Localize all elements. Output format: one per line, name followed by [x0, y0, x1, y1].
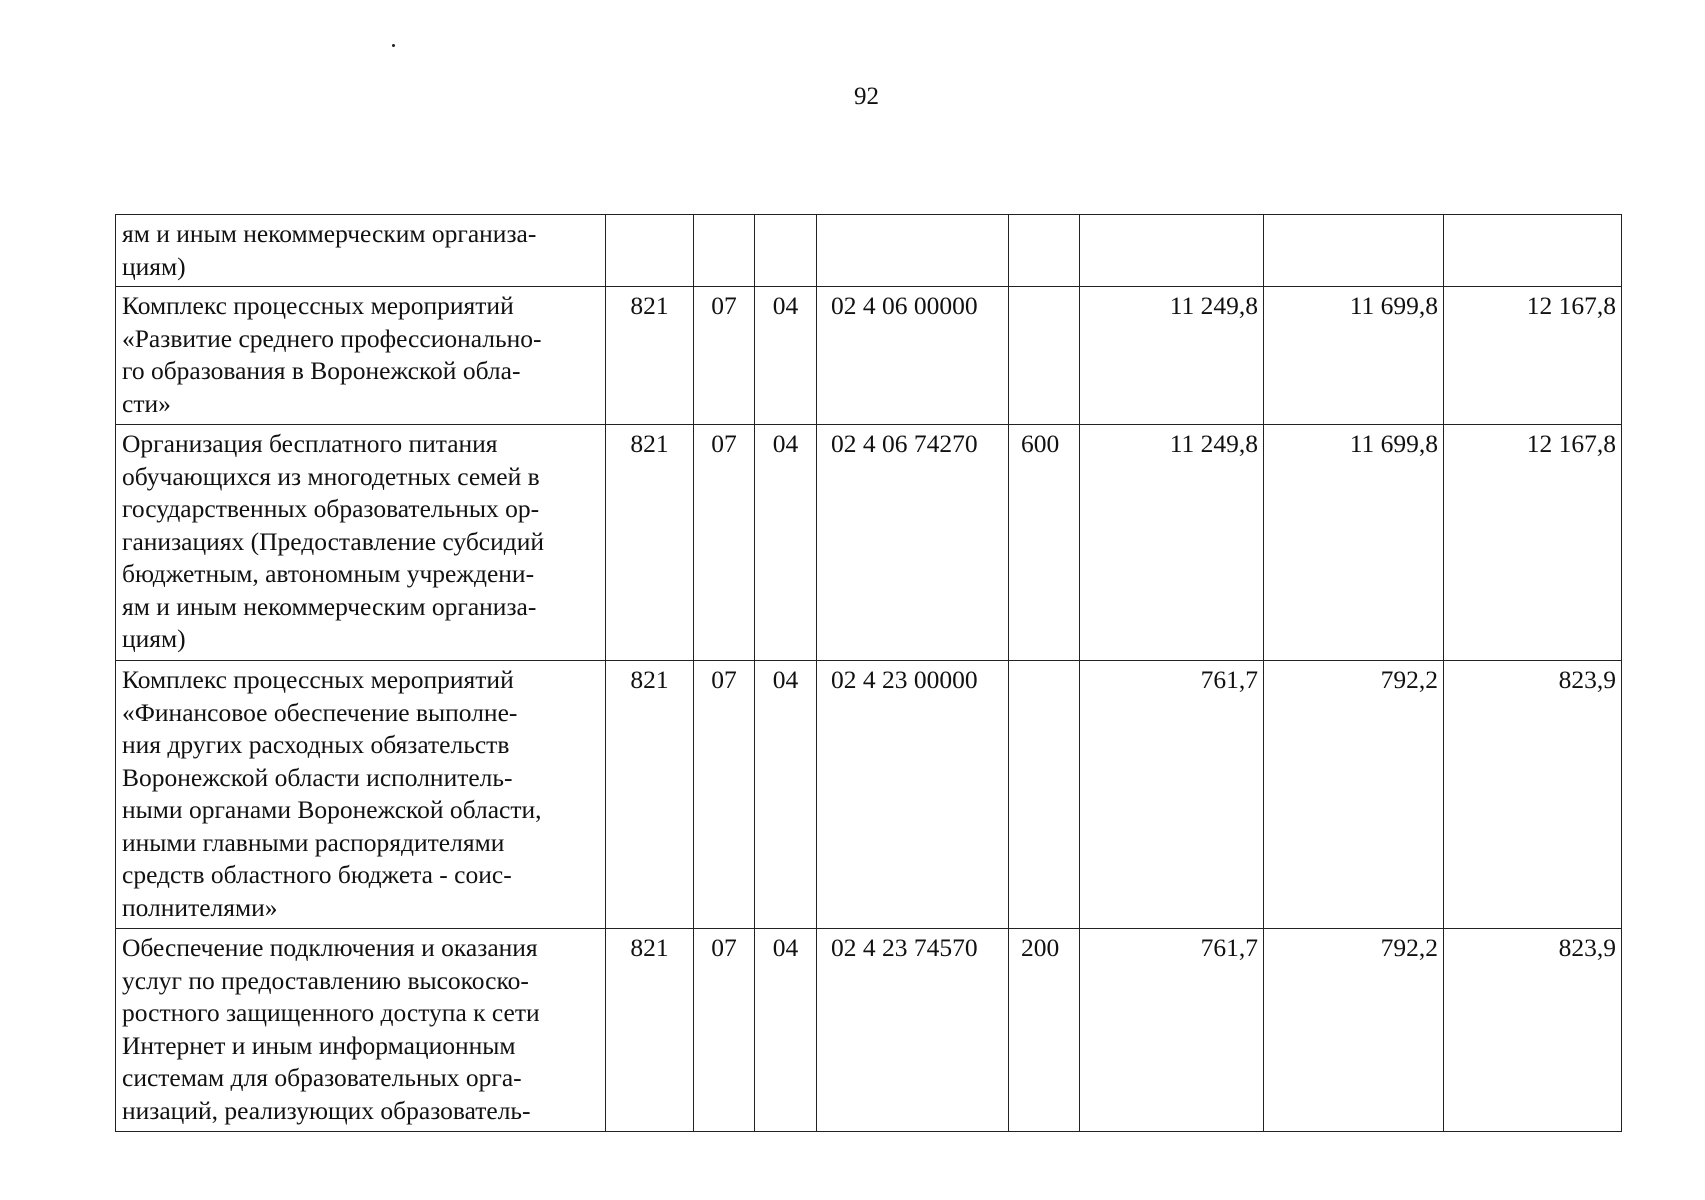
grbs-cell: 821 — [606, 287, 694, 425]
pr-cell — [755, 215, 817, 287]
row-name-cell — [116, 929, 606, 1132]
sum-3-cell: 823,9 — [1444, 929, 1622, 1132]
scan-artifact-dot — [392, 44, 395, 47]
vr-cell — [1009, 661, 1080, 929]
table-row — [116, 661, 1622, 929]
sum-3-cell — [1444, 215, 1622, 287]
page-number: 92 — [854, 83, 879, 110]
sum-1-cell — [1080, 215, 1264, 287]
row-name-cell — [116, 661, 606, 929]
vr-cell: 200 — [1009, 929, 1080, 1132]
row-name-cell — [116, 425, 606, 661]
grbs-cell — [606, 215, 694, 287]
csr-cell: 02 4 23 00000 — [817, 661, 1009, 929]
row-name-cell — [116, 287, 606, 425]
table-row — [116, 425, 1622, 661]
table-row — [116, 287, 1622, 425]
budget-table — [115, 214, 1622, 1132]
row-name-text: ям и иным некоммерческим организа- циям) — [122, 219, 537, 281]
pr-cell: 04 — [755, 929, 817, 1132]
rz-cell: 07 — [694, 425, 755, 661]
sum-3-cell: 12 167,8 — [1444, 425, 1622, 661]
csr-cell — [817, 215, 1009, 287]
sum-3-cell: 823,9 — [1444, 661, 1622, 929]
sum-1-cell: 761,7 — [1080, 661, 1264, 929]
sum-1-cell: 761,7 — [1080, 929, 1264, 1132]
row-name-cell — [116, 215, 606, 287]
grbs-cell: 821 — [606, 661, 694, 929]
table-row — [116, 215, 1622, 287]
vr-cell — [1009, 287, 1080, 425]
sum-2-cell — [1264, 215, 1444, 287]
vr-cell — [1009, 215, 1080, 287]
vr-cell: 600 — [1009, 425, 1080, 661]
rz-cell — [694, 215, 755, 287]
sum-1-cell: 11 249,8 — [1080, 287, 1264, 425]
rz-cell: 07 — [694, 929, 755, 1132]
grbs-cell: 821 — [606, 425, 694, 661]
pr-cell: 04 — [755, 425, 817, 661]
sum-3-cell: 12 167,8 — [1444, 287, 1622, 425]
pr-cell: 04 — [755, 287, 817, 425]
pr-cell: 04 — [755, 661, 817, 929]
row-name-text: Организация бесплатного питания обучающихся из многодетных семей в государственных образовательных ор- ганизациях (Предоставление субсидий бюджетным, автономным учреждени- ям и иным некоммерческим организа- циям) — [122, 429, 545, 653]
sum-1-cell: 11 249,8 — [1080, 425, 1264, 661]
rz-cell: 07 — [694, 661, 755, 929]
csr-cell: 02 4 06 00000 — [817, 287, 1009, 425]
sum-2-cell: 11 699,8 — [1264, 287, 1444, 425]
row-name-text: Комплекс процессных мероприятий «Финансовое обеспечение выполне- ния других расходных обязательств Воронежской области исполнитель- ными органами Воронежской области, иными главными распорядителями средств областного бюджета - соис- полнителями» — [122, 665, 542, 922]
table-row — [116, 929, 1622, 1132]
csr-cell: 02 4 06 74270 — [817, 425, 1009, 661]
sum-2-cell: 792,2 — [1264, 661, 1444, 929]
csr-cell: 02 4 23 74570 — [817, 929, 1009, 1132]
rz-cell: 07 — [694, 287, 755, 425]
sum-2-cell: 792,2 — [1264, 929, 1444, 1132]
grbs-cell: 821 — [606, 929, 694, 1132]
sum-2-cell: 11 699,8 — [1264, 425, 1444, 661]
row-name-text: Обеспечение подключения и оказания услуг по предоставлению высокоско- ростного защищенного доступа к сети Интернет и иным информационным системам для образовательных орга- низаций, реализующих образователь- — [122, 933, 540, 1125]
row-name-text: Комплекс процессных мероприятий «Развитие среднего профессионально- го образования в Воронежской обла- сти» — [122, 291, 542, 418]
